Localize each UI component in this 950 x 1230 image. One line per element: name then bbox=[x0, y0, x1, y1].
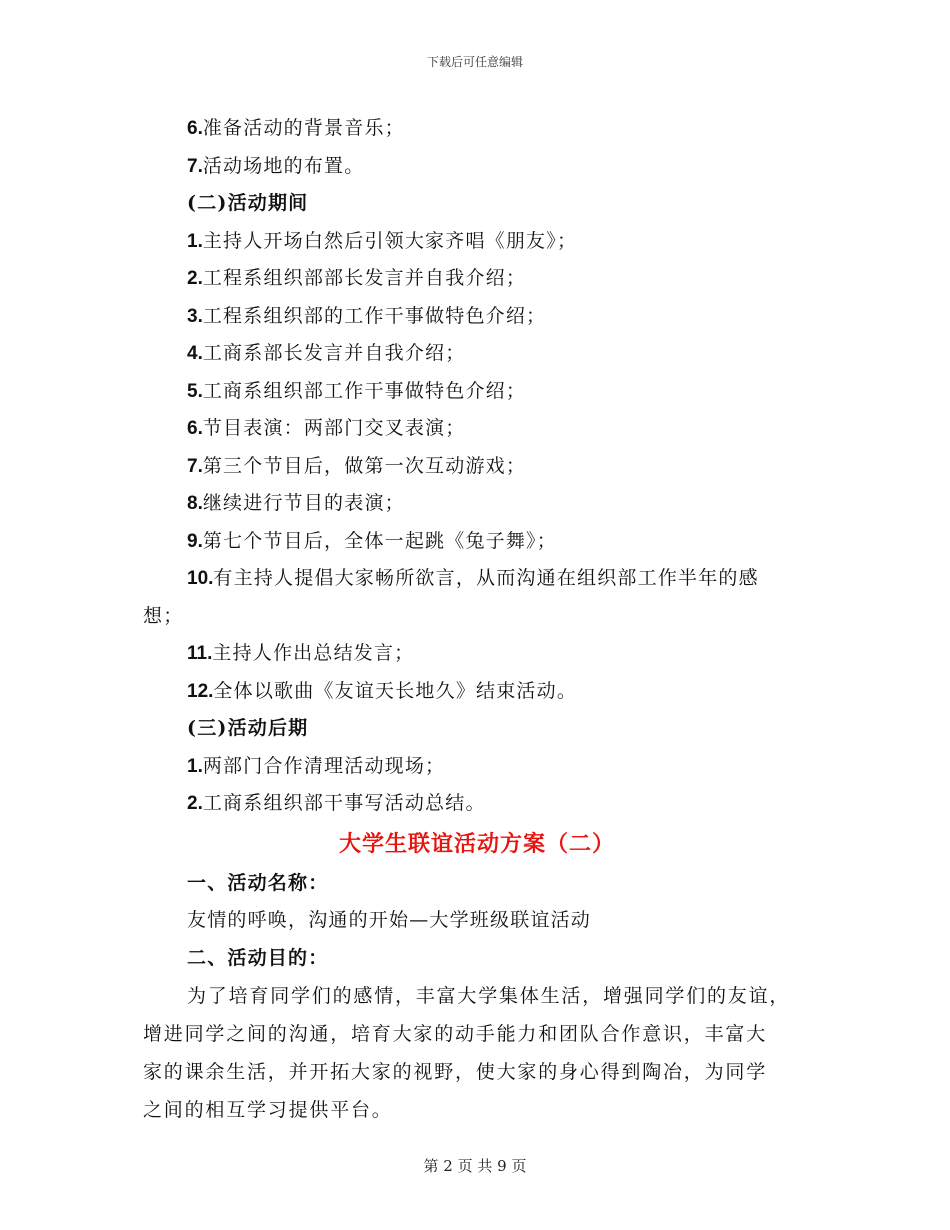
item-number: 5. bbox=[187, 380, 203, 402]
item-text: 主持人作出总结发言； bbox=[212, 642, 415, 664]
item-text: 准备活动的背景音乐； bbox=[202, 117, 405, 139]
item-number: 10. bbox=[187, 568, 214, 589]
item-number: 1. bbox=[187, 230, 203, 252]
item-text: 节目表演：两部门交叉表演； bbox=[202, 417, 466, 439]
activity-purpose-heading: 二、活动目的： bbox=[187, 946, 329, 969]
item-text: 工程系组织部部长发言并自我介绍； bbox=[202, 267, 527, 289]
item-number: 4. bbox=[187, 343, 203, 364]
list-item bbox=[143, 673, 811, 711]
item-number: 12. bbox=[187, 680, 214, 702]
item-number: 7. bbox=[187, 155, 203, 177]
item-text: 第七个节目后，全体一起跳《兔子舞》； bbox=[202, 529, 557, 552]
item-text: 工商系组织部干事写活动总结。 bbox=[202, 792, 486, 814]
list-item bbox=[143, 485, 811, 523]
list-item bbox=[143, 560, 811, 598]
plan-title: 大学生联谊活动方案（二） bbox=[338, 830, 615, 857]
item-text: 继续进行节目的表演； bbox=[202, 492, 405, 514]
item-number: 2. bbox=[187, 268, 203, 289]
item-text: 两部门合作清理活动现场； bbox=[202, 754, 446, 777]
item-number: 9. bbox=[187, 530, 203, 552]
activity-name-heading: 一、活动名称： bbox=[187, 871, 329, 894]
item-text: 活动场地的布置。 bbox=[202, 154, 365, 177]
list-item bbox=[143, 373, 811, 411]
item-number: 6. bbox=[187, 418, 203, 439]
item-text: 有主持人提倡大家畅所欲言，从而沟通在组织部工作半年的感 bbox=[213, 567, 759, 589]
item-number: 2. bbox=[187, 793, 203, 814]
activity-purpose-paragraph bbox=[143, 977, 811, 1129]
item-number: 11. bbox=[187, 643, 213, 664]
paragraph-line: 增进同学之间的沟通，培育大家的动手能力和团队合作意识，丰富大 bbox=[143, 1023, 768, 1045]
list-item bbox=[143, 298, 811, 336]
list-item bbox=[143, 223, 811, 261]
section-heading-after: (三)活动后期 bbox=[187, 717, 309, 739]
item-number: 7. bbox=[187, 455, 203, 477]
list-item bbox=[143, 635, 811, 673]
item-text: 工商系组织部工作干事做特色介绍； bbox=[202, 379, 527, 402]
paragraph-line: 为了培育同学们的感情，丰富大学集体生活，增强同学们的友谊， bbox=[187, 985, 791, 1007]
item-text: 工程系组织部的工作干事做特色介绍； bbox=[202, 304, 547, 327]
list-item bbox=[143, 748, 811, 786]
list-item bbox=[143, 335, 811, 373]
item-text: 工商系部长发言并自我介绍； bbox=[202, 342, 466, 364]
item-number: 1. bbox=[187, 755, 203, 777]
page-header: 下载后可任意编辑 bbox=[426, 55, 523, 69]
item-text: 全体以歌曲《友谊天长地久》结束活动。 bbox=[213, 679, 578, 702]
item-number: 6. bbox=[187, 118, 203, 139]
paragraph-line: 之间的相互学习提供平台。 bbox=[143, 1099, 393, 1121]
list-item bbox=[143, 260, 811, 298]
list-item bbox=[143, 410, 811, 448]
item-number: 3. bbox=[187, 305, 203, 327]
activity-name-text: 友情的呼唤，沟通的开始—大学班级联谊活动 bbox=[187, 909, 592, 931]
list-item-continuation: 想； bbox=[143, 604, 184, 627]
list-item bbox=[143, 523, 811, 561]
item-text: 主持人开场白然后引领大家齐唱《朋友》； bbox=[202, 229, 578, 252]
list-item bbox=[143, 785, 811, 823]
page-footer: 第 2 页 共 9 页 bbox=[423, 1157, 527, 1175]
document-body bbox=[143, 110, 811, 1129]
item-number: 8. bbox=[187, 493, 203, 514]
section-heading-during: (二)活动期间 bbox=[187, 192, 309, 214]
list-item bbox=[143, 448, 811, 486]
list-item bbox=[143, 110, 811, 148]
paragraph-line: 家的课余生活，并开拓大家的视野，使大家的身心得到陶冶，为同学 bbox=[143, 1061, 768, 1083]
list-item bbox=[143, 148, 811, 186]
item-text: 第三个节目后，做第一次互动游戏； bbox=[202, 454, 527, 477]
